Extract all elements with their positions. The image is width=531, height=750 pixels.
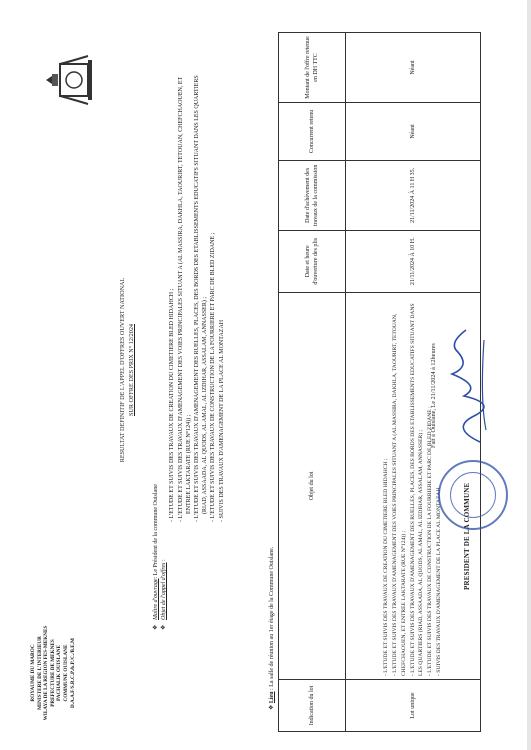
title-line-1: RESULTAT DEFINITIF DE L'APPEL D'OFFRES OUVERT NATIONAL [119, 277, 126, 463]
cell-montant: Néant [346, 33, 481, 103]
objet-line: - SUIVIS DES TRAVAUX D'AMENAGEMENT DE LA PLACE AL MONTAZAH [435, 487, 442, 677]
objet-line: - L'ETUDE ET SUIVIS DES TRAVAUX DE CONSTRUCTION DE LA FOURRIERE ET PARC DE BLED ZIDANE ; [427, 406, 434, 677]
header-concurrent: Concurrent retenu [279, 102, 346, 160]
cell-concurrent: Néant [346, 102, 481, 160]
stamp-inner-ring [450, 472, 496, 518]
letterhead-line: PREFECTURE DE MEKNES [49, 639, 56, 707]
letterhead-line: COMMUNE OUISLANE [62, 644, 69, 702]
table-header-row [279, 33, 346, 732]
letterhead-line: D.A.A.F/S.R.C.P.&.P./C./B.E.M [69, 638, 76, 708]
header-achevement: Date d'achèvement des travaux de la commission [279, 160, 346, 230]
lieu-row [268, 547, 275, 710]
objet-item: - L'ETUDE ET SUIVIS DES TRAVAUX DE CONSTRUCTION DE LA FOURRIERE ET PARC DE BLED ZIDANE ; [210, 232, 217, 522]
objet-line: - L'ETUDE ET SUIVIS DES TRAVAUX D'AMENAGEMENT DES RUELLES, PLACES, DES BORDS DES ETABLISSEMENTS EDUCATIFS SITUANT DANS LES QUARTIERS (RIAD, ASSAADA, AL QUODS, AL AMAL, AL IZDIHAR, ASSALAM, ANNASSER) ; [409, 303, 425, 677]
maitre-ouvrage-label: Maître d'ouvrage [153, 578, 159, 620]
royal-crest-icon [40, 50, 100, 110]
objet-item: - L'ETUDE ET SUIVIS DES TRAVAUX D'AMENAGEMENT DES VOIES PRINCIPALES SITUANT A (AL MASSIRA, DAKHLA, TAOURIRT, TETOUAN, CHEFCHAOUEN, ET ENTREE LAKTARATE (RUE N°124)) ; [177, 76, 192, 522]
footer-date: Fait à Ouislane, Le 21/11/2024 à 12heures [430, 343, 437, 448]
maitre-ouvrage-row [152, 70, 160, 630]
objet-line: - L'ETUDE ET SUIVIS DES TRAVAUX D'AMENAGEMENT DES VOIES PRINCIPALES SITUANT A (AL MASSIRA, DAKHLA, TAOURIRT, TETOUAN, CHEFCHAOUEN, ET ENTREE LAKTARATE (RUE N°124)) ; [392, 313, 407, 677]
lieu-value: : La salle de réunion au 1er étage de la Commune Ouislane. [269, 546, 275, 690]
header-indication: Indication du lot [279, 680, 346, 732]
objet-item: - L'ETUDE ET SUIVIS DES TRAVAUX DE CREATION DU CIMETIERE BLED HIDAHCH ; [169, 288, 176, 522]
objet-items [168, 70, 225, 522]
title-line-2: SUR OFFRE DES PRIX N° 12/2024 [128, 323, 135, 417]
header-ouverture: Date et heure d'ouverture des plis [279, 230, 346, 292]
document-title [118, 160, 136, 580]
cell-ouverture: 21/11/2024 À 10 H. [346, 230, 481, 292]
objet-item: - L'ETUDE ET SUIVIS DES TRAVAUX D'AMENAGEMENT DES RUELLES, PLACES, DES BORDS DES ETABLISSEMENTS EDUCATIFS SITUANT DANS LES QUARTIERS (RIAD, ASSAADA, AL QUODS, AL AMAL, AL IZDIHAR, ASSALAM, ANNASSER) ; [194, 75, 209, 522]
lieu-label: Lieu [269, 691, 275, 704]
bullet-icon: ❖ [269, 703, 275, 710]
letterhead-line: MINISTERE DE L'INTERIEUR [36, 636, 43, 710]
header-montant: Montant de l'offre retenue en DH TTC [279, 33, 346, 103]
letterhead-line: WILAYA DE LA REGION FES-MEKNES [43, 625, 50, 721]
official-stamp-icon [438, 460, 508, 530]
letterhead-line: PACHALIK OUISLANE [56, 645, 63, 701]
bullet-icon: ❖ [153, 624, 159, 630]
header-objet: Objet du lot [279, 292, 346, 679]
maitre-ouvrage-value: : Le Président de la commune Ouislane [153, 484, 159, 579]
bullet-icon: ❖ [161, 624, 168, 630]
tender-info [152, 70, 226, 630]
objet-separator: : [161, 559, 168, 563]
letterhead [30, 618, 76, 728]
letterhead-line: ROYAUME DU MAROC [30, 644, 36, 702]
cell-indication: Lot unique [346, 680, 481, 732]
president-title: PRESIDENT DE LA COMMUNE [463, 482, 471, 590]
objet-item: - SUIVIS DES TRAVAUX D'AMENAGEMENT DE LA PLACE AL MONTAZAH [218, 319, 225, 522]
objet-line: - L'ETUDE ET SUIVIS DES TRAVAUX DE CREATION DU CIMETIERE BLED HIDAHCH ; [383, 458, 390, 677]
cell-achevement: 21/11/2024 À 11 H 35. [346, 160, 481, 230]
signature-icon [440, 320, 495, 450]
objet-row [160, 70, 168, 630]
objet-label: Objet de l'appel d'offres [161, 562, 168, 620]
